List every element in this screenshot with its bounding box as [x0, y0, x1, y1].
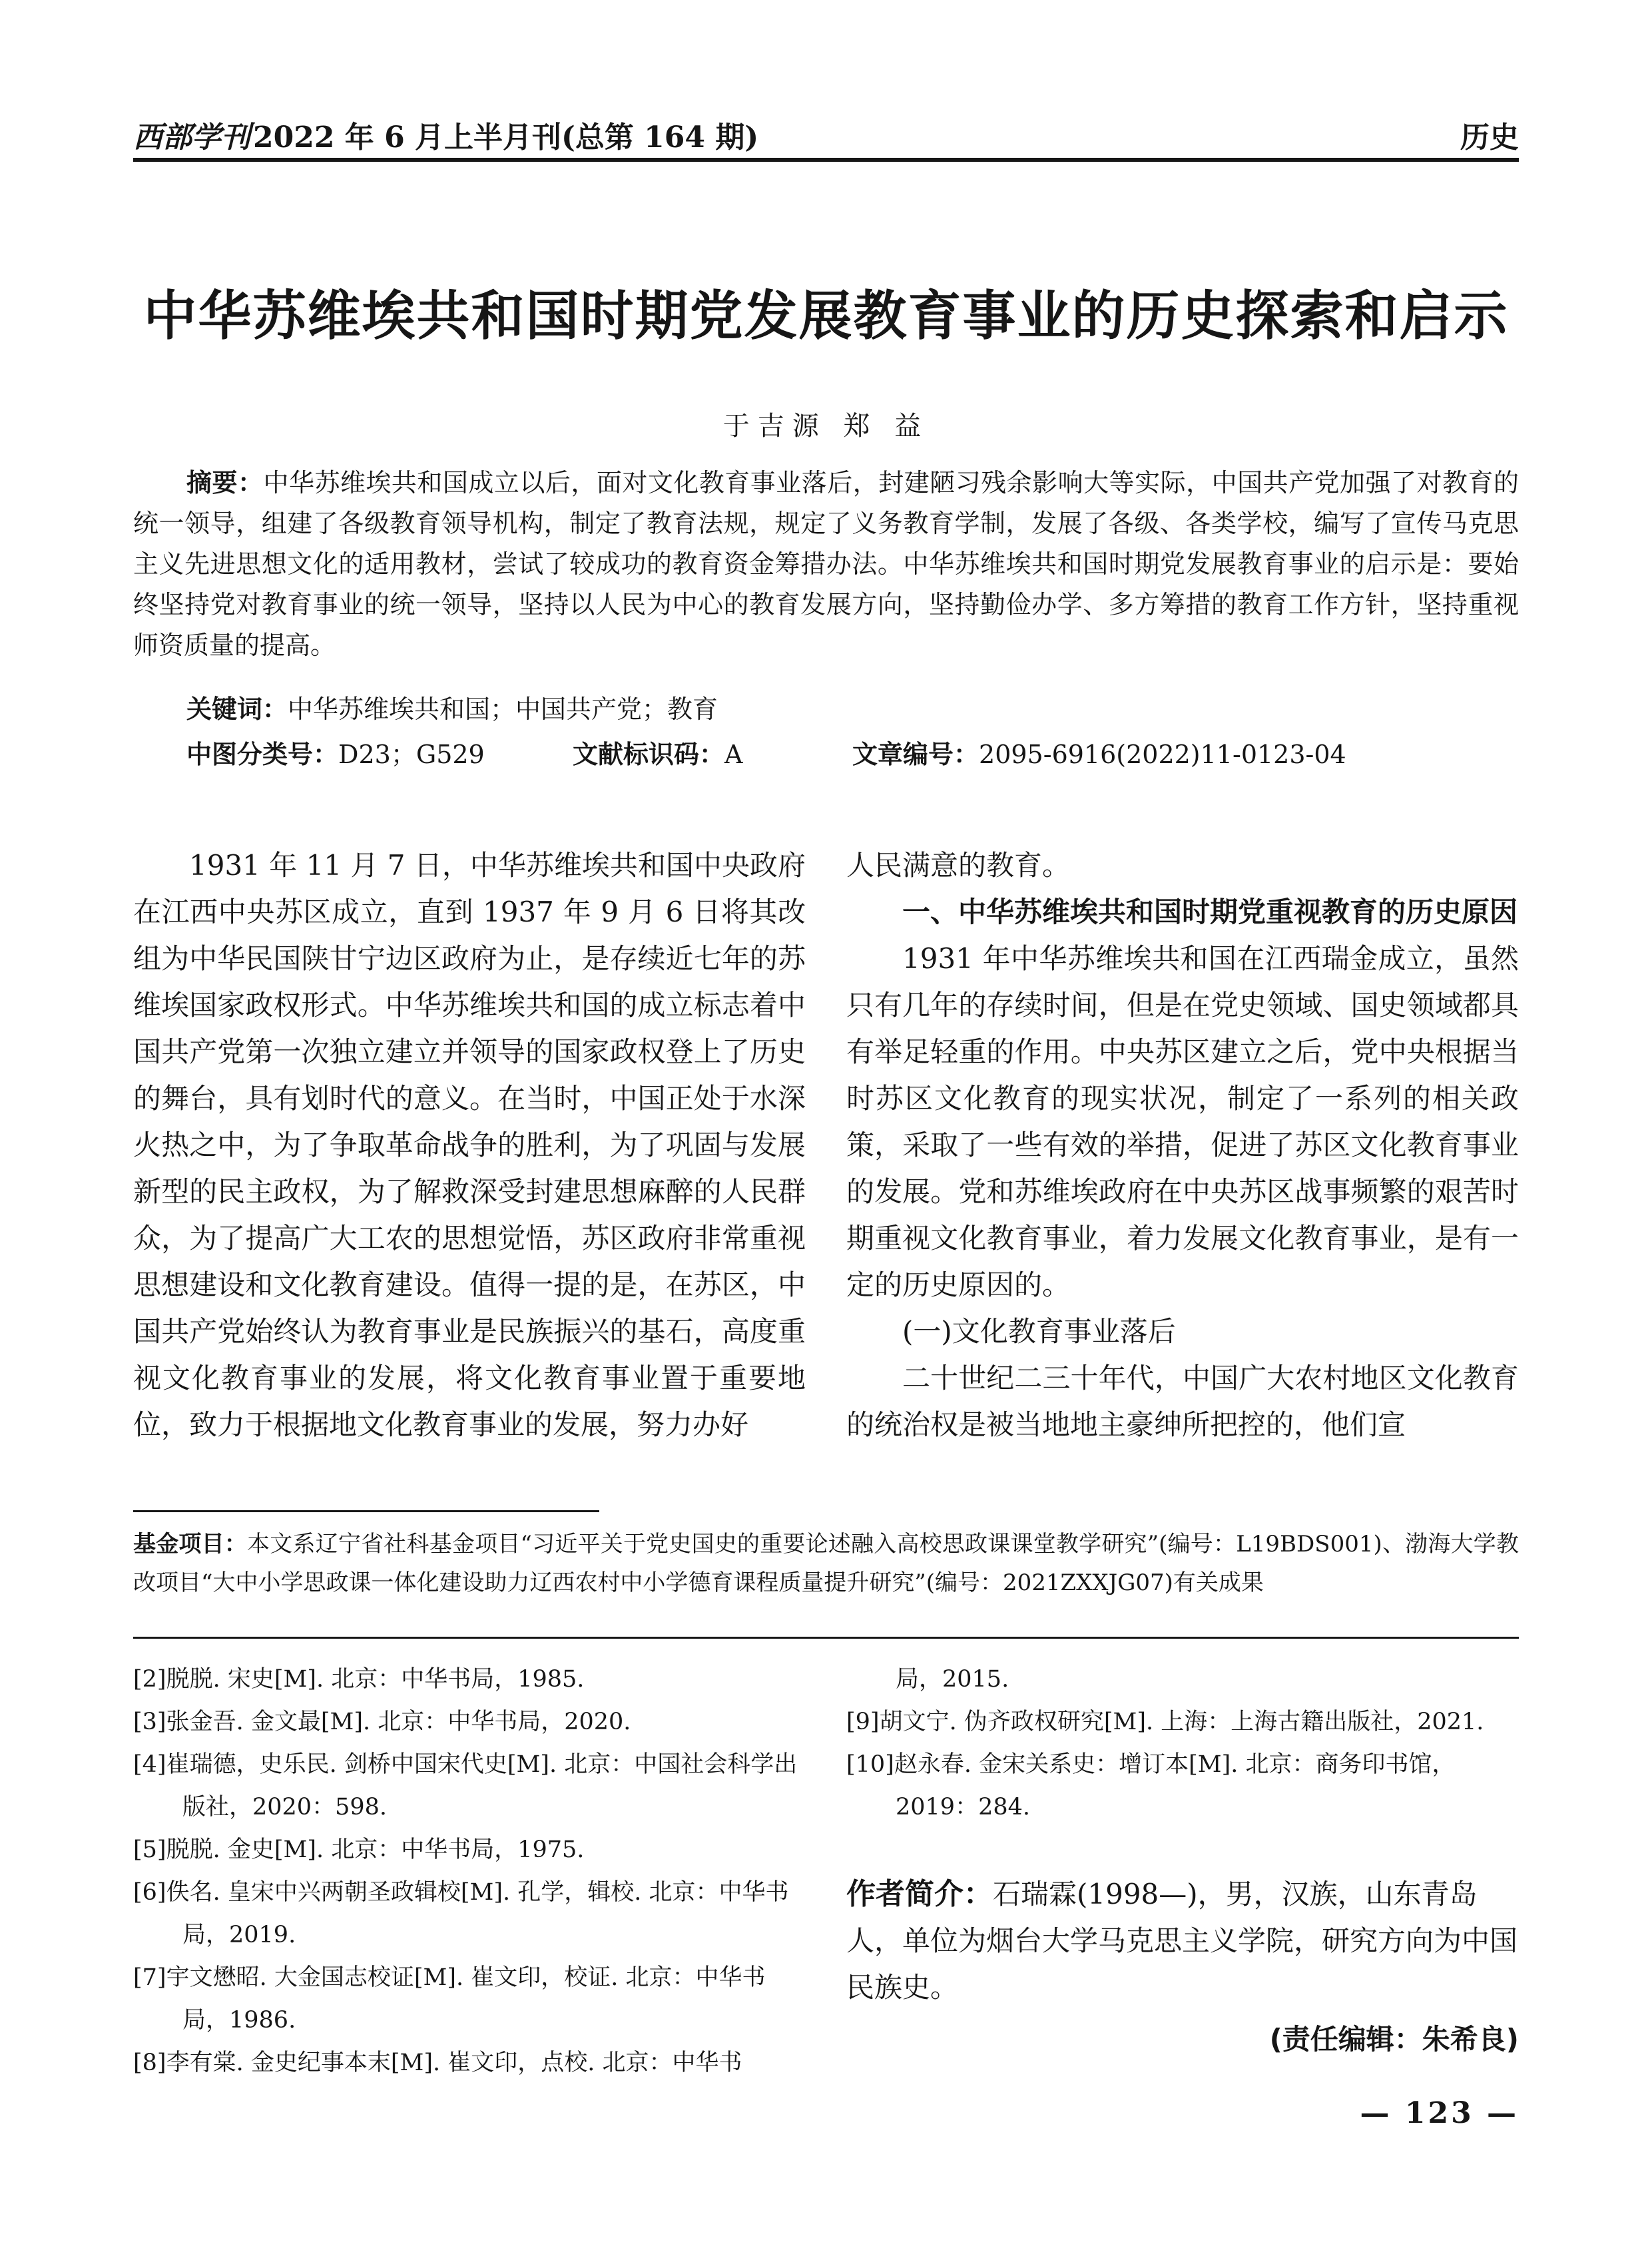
reference-item [133, 1701, 806, 1743]
abstract-text: 中华苏维埃共和国成立以后，面对文化教育事业落后，封建陋习残余影响大等实际，中国共产党加强了对教育的统一领导，组建了各级教育领导机构，制定了教育法规，规定了义务教育学制，发展了各级、各类学校，编写了宣传马克思主义先进思想文化的适用教材，尝试了较成功的教育资金筹措办法。中华苏维埃共和国时期党发展教育事业的启示是：要始终坚持党对教育事业的统一领导，坚持以人民为中心的教育发展方向，坚持勤俭办学、多方筹措的教育工作方针，坚持重视师资质量的提高。 [133, 468, 1519, 660]
author-introduction [846, 1871, 1519, 2011]
keywords [133, 689, 1519, 730]
funding-label: 基金项目： [133, 1531, 248, 1557]
reference-item [846, 1743, 1519, 1828]
reference-item [133, 2042, 806, 2084]
keywords-text: 中华苏维埃共和国；中国共产党；教育 [288, 695, 718, 724]
reference-text: 脱脱. 宋史[M]. 北京：中华书局，1985. [166, 1666, 585, 1693]
reference-number: [4] [133, 1751, 166, 1778]
clc-value: D23；G529 [338, 740, 485, 769]
reference-text: 脱脱. 金史[M]. 北京：中华书局，1975. [166, 1836, 585, 1863]
reference-text: 宇文懋昭. 大金国志校证[M]. 崔文印，校证. 北京：中华书局，1986. [166, 1964, 766, 2034]
reference-text: 赵永春. 金宋关系史：增订本[M]. 北京：商务印书馆，2019：284. [894, 1751, 1456, 1821]
article-number [852, 734, 1346, 775]
reference-number: [5] [133, 1836, 166, 1863]
subsection-heading: (一)文化教育事业落后 [902, 1315, 1176, 1348]
running-head [133, 113, 758, 156]
responsible-editor: (责任编辑：朱希良) [1269, 2023, 1519, 2056]
reference-item [133, 1871, 806, 1956]
footnote-rule [133, 1510, 599, 1512]
article-no-label: 文章编号： [852, 740, 979, 769]
funding-text: 本文系辽宁省社科基金项目“习近平关于党史国史的重要论述融入高校思政课课堂教学研究”(编号：L19BDS001)、渤海大学教改项目“大中小学思政课一体化建设助力辽西农村中小学德育课程质量提升研究”(编号：2021ZXXJG07)有关成果 [133, 1531, 1519, 1596]
reference-number: [8] [133, 2050, 166, 2076]
classification-row [133, 734, 1519, 775]
doc-code-value: A [724, 740, 743, 769]
reference-text: 局，2015. [896, 1666, 1009, 1693]
reference-text: 崔瑞德，史乐民. 剑桥中国宋代史[M]. 北京：中国社会科学出版社，2020：598. [166, 1751, 798, 1821]
funding-note [133, 1525, 1519, 1602]
reference-item [133, 1658, 806, 1701]
abstract [133, 463, 1519, 666]
references-rule [133, 1637, 1519, 1639]
reference-item [846, 1701, 1519, 1743]
reference-text: 胡文宁. 伪齐政权研究[M]. 上海：上海古籍出版社，2021. [879, 1709, 1484, 1735]
reference-number: [6] [133, 1879, 166, 1906]
body-column-right [846, 842, 1519, 1448]
author-intro-label: 作者简介： [846, 1877, 993, 1911]
article-no-value: 2095-6916(2022)11-0123-04 [979, 740, 1346, 769]
reference-number: [3] [133, 1709, 166, 1735]
references-right [846, 1658, 1519, 1828]
body-paragraph: 1931 年中华苏维埃共和国在江西瑞金成立，虽然只有几年的存续时间，但是在党史领域、国史领域都具有举足轻重的作用。中央苏区建立之后，党中央根据当时苏区文化教育的现实状况，制定了一系列的相关政策，采取了一些有效的举措，促进了苏区文化教育事业的发展。党和苏维埃政府在中央苏区战事频繁的艰苦时期重视文化教育事业，着力发展文化教育事业，是有一定的历史原因的。 [846, 942, 1519, 1301]
reference-item [133, 1743, 806, 1828]
document-code [573, 734, 852, 775]
reference-item-continued [846, 1658, 1519, 1701]
body-paragraph: 1931 年 11 月 7 日，中华苏维埃共和国中央政府在江西中央苏区成立，直到 1937 年 9 月 6 日将其改组为中华民国陕甘宁边区政府为止，是存续近七年的苏维埃国家政权形式。中华苏维埃共和国的成立标志着中国共产党第一次独立建立并领导的国家政权登上了历史的舞台，具有划时代的意义。在当时，中国正处于水深火热之中，为了争取革命战争的胜利，为了巩固与发展新型的民主政权，为了解救深受封建思想麻醉的人民群众，为了提高广大工农的思想觉悟，苏区政府非常重视思想建设和文化教育建设。值得一提的是，在苏区，中国共产党始终认为教育事业是民族振兴的基石，高度重视文化教育事业的发展，将文化教育事业置于重要地位，致力于根据地文化教育事业的发展，努力办好 [133, 849, 806, 1441]
section-heading: 一、中华苏维埃共和国时期党重视教育的历史原因 [902, 896, 1518, 928]
header-rule [133, 158, 1519, 162]
references-left [133, 1658, 806, 2084]
clc-code [186, 734, 573, 775]
reference-text: 李有棠. 金史纪事本末[M]. 崔文印，点校. 北京：中华书 [166, 2050, 742, 2076]
body-column-left [133, 842, 806, 1448]
reference-number: [10] [846, 1751, 894, 1778]
doc-code-label: 文献标识码： [573, 740, 725, 769]
clc-label: 中图分类号： [186, 740, 339, 769]
author-intro-text: 石瑞霖(1998—)，男，汉族，山东青岛人，单位为烟台大学马克思主义学院，研究方向为中国民族史。 [846, 1878, 1518, 2004]
section-label: 历史 [1460, 121, 1519, 154]
reference-number: [2] [133, 1666, 166, 1693]
reference-number: [9] [846, 1709, 880, 1735]
reference-number: [7] [133, 1964, 166, 1991]
page-number: — 123 — [1360, 2096, 1519, 2130]
reference-text: 张金吾. 金文最[M]. 北京：中华书局，2020. [166, 1709, 631, 1735]
article-authors: 于吉源 郑 益 [722, 411, 930, 441]
keywords-label: 关键词： [186, 695, 288, 724]
reference-item [133, 1956, 806, 2042]
body-paragraph: 二十世纪二三十年代，中国广大农村地区文化教育的统治权是被当地地主豪绅所把控的，他们宣 [846, 1362, 1519, 1441]
body-paragraph-continued: 人民满意的教育。 [846, 849, 1071, 882]
journal-masthead: 西部学刊 [133, 121, 250, 154]
abstract-label: 摘要： [186, 468, 264, 497]
article-title: 中华苏维埃共和国时期党发展教育事业的历史探索和启示 [143, 284, 1509, 347]
issue-info: 2022 年 6 月上半月刊(总第 164 期) [253, 121, 759, 154]
reference-item [133, 1828, 806, 1871]
reference-text: 佚名. 皇宋中兴两朝圣政辑校[M]. 孔学，辑校. 北京：中华书局，2019. [166, 1879, 789, 1948]
